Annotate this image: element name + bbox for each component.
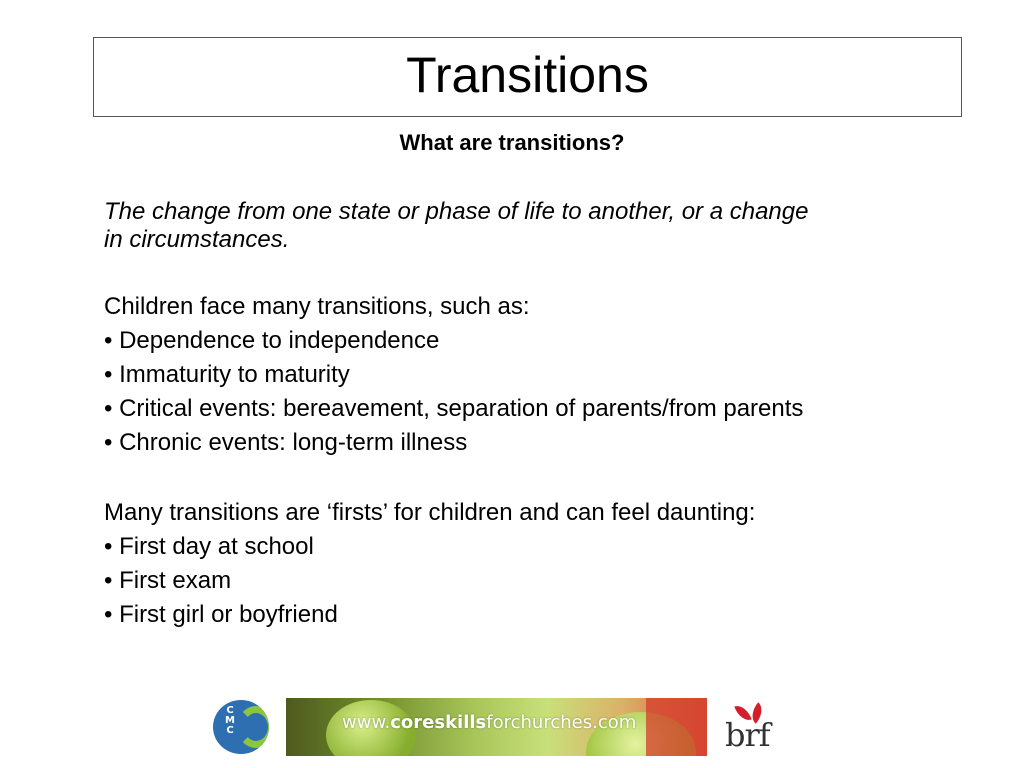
definition-line: in circumstances. [104, 226, 290, 253]
cmc-logo-letter: M [225, 715, 235, 726]
transitions-list [104, 290, 984, 460]
banner-url-suffix: forchurches.com [486, 712, 637, 733]
list-item: • Chronic events: long-term illness [104, 429, 468, 456]
firsts-list [104, 496, 984, 632]
banner-red-panel [646, 698, 707, 756]
cmc-logo-letters [223, 706, 237, 736]
definition-line: The change from one state or phase of life to another, or a change [104, 198, 809, 225]
cmc-logo-arc [237, 706, 269, 748]
cmc-logo [213, 700, 269, 754]
list-item: • Immaturity to maturity [104, 361, 350, 388]
title-box [93, 37, 962, 117]
list-item: • Critical events: bereavement, separation of parents/from parents [104, 395, 804, 422]
definition-text [104, 198, 954, 254]
list-item: • First girl or boyfriend [104, 601, 338, 628]
cmc-logo-letter: C [226, 725, 234, 736]
slide-subtitle: What are transitions? [399, 130, 625, 155]
list-item: • First exam [104, 567, 232, 594]
cmc-logo-letter: C [226, 705, 234, 716]
list-intro: Children face many transitions, such as: [104, 293, 530, 320]
coreskills-banner [286, 698, 707, 756]
banner-url-prefix: www. [342, 712, 391, 733]
banner-url-bold: coreskills [390, 712, 487, 733]
slide-title: Transitions [406, 47, 649, 103]
brf-logo [725, 700, 781, 754]
list-item: • Dependence to independence [104, 327, 440, 354]
brf-logo-text: brf [725, 716, 770, 754]
list-intro: Many transitions are ‘firsts’ for children and can feel daunting: [104, 499, 756, 526]
list-item: • First day at school [104, 533, 314, 560]
banner-url [342, 712, 636, 733]
